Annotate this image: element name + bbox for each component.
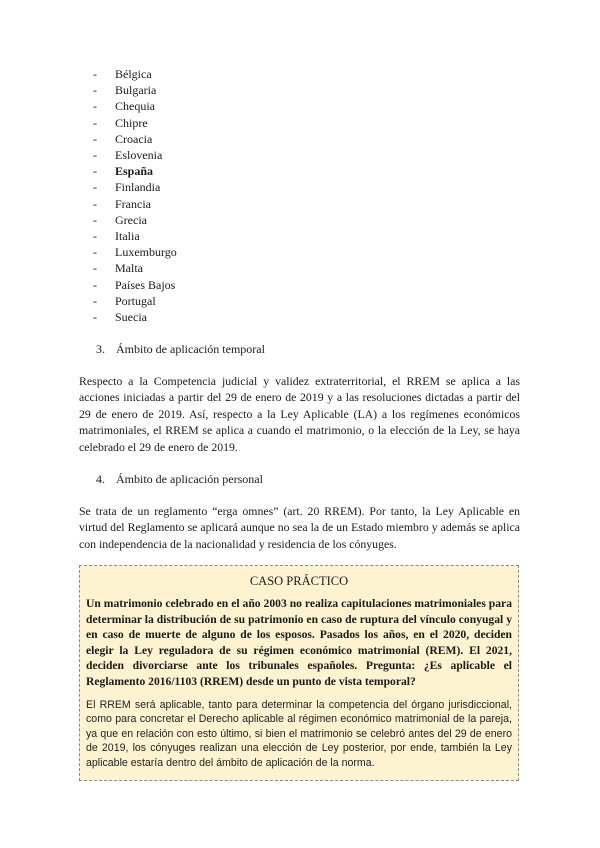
- list-item: [93, 82, 177, 98]
- country-name: Bulgaria: [115, 83, 157, 98]
- list-item: [93, 98, 177, 114]
- list-dash: -: [93, 310, 97, 325]
- list-item: [93, 293, 177, 309]
- list-dash: -: [93, 148, 97, 163]
- list-dash: -: [93, 261, 97, 276]
- list-item: [93, 131, 177, 147]
- list-dash: -: [93, 99, 97, 114]
- country-name: Eslovenia: [115, 148, 163, 163]
- list-item: [93, 212, 177, 228]
- list-dash: -: [93, 180, 97, 195]
- list-dash: -: [93, 293, 97, 308]
- list-dash: -: [93, 212, 97, 227]
- paragraph-personal: Se trata de un reglamento “erga omnes” (art. 20 RREM). Por tanto, la Ley Aplicable en virtud del Reglamento se aplicará aunque no sea la de un Estado miembro y además se aplica con independencia de la nacionalidad y residencia de los cónyuges.: [79, 504, 520, 551]
- list-item: [93, 196, 177, 212]
- country-name: Suecia: [115, 310, 147, 325]
- member-state-list: [93, 66, 177, 325]
- section-heading-temporal: [96, 342, 265, 357]
- section-number: 4.: [96, 472, 105, 486]
- list-item: [93, 179, 177, 195]
- country-name: Italia: [115, 229, 140, 244]
- country-name: Bélgica: [115, 67, 152, 81]
- list-dash: -: [93, 229, 97, 244]
- list-item: [93, 277, 177, 293]
- country-name: Croacia: [115, 131, 153, 146]
- list-dash: -: [93, 196, 97, 211]
- section-title: Ámbito de aplicación personal: [116, 472, 263, 486]
- list-dash: -: [93, 83, 97, 98]
- list-item: [93, 309, 177, 325]
- case-study-box: [79, 565, 519, 781]
- list-dash: -: [93, 164, 97, 179]
- section-heading-personal: [96, 472, 263, 487]
- list-item: [93, 147, 177, 163]
- section-number: 3.: [96, 342, 105, 356]
- list-dash: -: [93, 67, 97, 81]
- case-study-answer: El RREM será aplicable, tanto para determinar la competencia del órgano jurisdiccional, como para concretar el Derecho aplicable al régimen económico matrimonial de la pareja, ya que en relación con esto último, si bien el matrimonio se celebró antes del 29 de enero de 2019, los cónyuges realizan una elección de Ley posterior, por ende, también la Ley aplicable estaría dentro del ámbito de aplicación de la norma.: [86, 698, 512, 769]
- country-name: España: [115, 164, 154, 179]
- country-name: Chequia: [115, 99, 155, 114]
- country-name: Grecia: [115, 212, 147, 227]
- country-name: Países Bajos: [115, 277, 176, 292]
- list-dash: -: [93, 131, 97, 146]
- country-name: Luxemburgo: [115, 245, 177, 260]
- list-item: [93, 66, 177, 82]
- country-name: Malta: [115, 261, 143, 276]
- country-name: Portugal: [115, 293, 156, 308]
- list-dash: -: [93, 245, 97, 260]
- list-item: [93, 244, 177, 260]
- case-study-question: Un matrimonio celebrado en el año 2003 no realiza capitulaciones matrimoniales para determinar la distribución de su patrimonio en caso de ruptura del vínculo conyugal y en caso de muerte de alguno de los esposos. Pasados los años, en el 2020, deciden elegir la Ley reguladora de su régimen económico matrimonial (REM). El 2021, deciden divorciarse ante los tribunales españoles. Pregunta: ¿Es aplicable el Reglamento 2016/1103 (RREM) desde un punto de vista temporal?: [86, 597, 512, 688]
- list-dash: -: [93, 115, 97, 130]
- paragraph-temporal: Respecto a la Competencia judicial y validez extraterritorial, el RREM se aplica a las acciones iniciadas a partir del 29 de enero de 2019 y a las resoluciones dictadas a partir del 29 de enero de 2019. Así, respecto a la Ley Aplicable (LA) a los regímenes económicos matrimoniales, el RREM se aplica a cuando el matrimonio, o la elección de la Ley, se haya celebrado el 29 de enero de 2019.: [79, 374, 520, 454]
- list-item: [93, 163, 177, 179]
- list-dash: -: [93, 277, 97, 292]
- country-name: Chipre: [115, 115, 148, 130]
- country-name: Francia: [115, 196, 151, 211]
- country-name: Finlandia: [115, 180, 161, 195]
- case-study-title: CASO PRÁCTICO: [249, 574, 349, 588]
- list-item: [93, 115, 177, 131]
- section-title: Ámbito de aplicación temporal: [116, 342, 265, 356]
- list-item: [93, 260, 177, 276]
- list-item: [93, 228, 177, 244]
